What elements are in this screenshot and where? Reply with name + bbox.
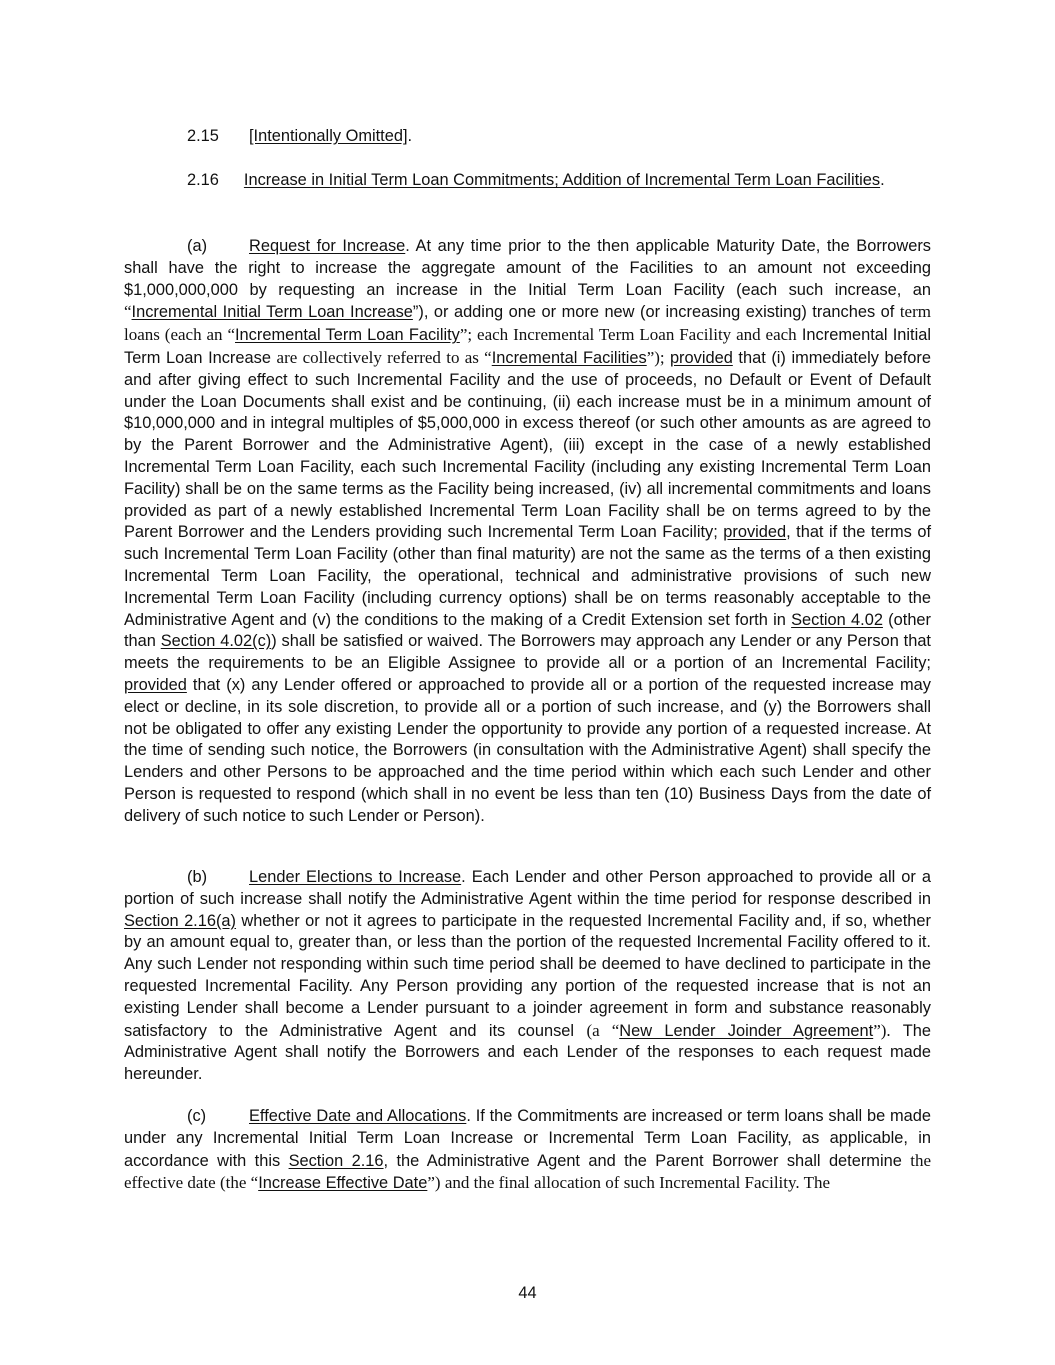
document-page — [124, 0, 931, 1365]
section-reference: Section 4.02 — [791, 610, 883, 629]
section-reference: Section 2.16(a) — [124, 911, 237, 930]
paragraph-label: (c) — [187, 1107, 207, 1125]
section-2-16-heading: 2.16 Increase in Initial Term Loan Commitments; Addition of Incremental Term Loan Facilities. — [124, 170, 931, 192]
paragraph-a: (a) Request for Increase. At any time prior to the then applicable Maturity Date, the Borrowers shall have the right to increase the aggregate amount of the Facilities to an amount not exceeding $1,000,000,000 by requesting an increase in the Initial Term Loan Facility (each such increase, an “Incremental Initial Term Loan Increase”), or adding one or more new (or increasing existing) tranches of term loans (each an “Incremental Term Loan Facility”; each Incremental Term Loan Facility and each Incremental Initial Term Loan Increase are collectively referred to as “Incremental Facilities”); provided that (i) immediately before and after giving effect to such Incremental Facility and the use of proceeds, no Default or Event of Default under the Loan Documents shall exist and be continuing, (ii) each increase must be in a minimum amount of $10,000,000 and in integral multiples of $5,000,000 in excess thereof (or such other amounts as are agreed to by the Parent Borrower and the Administrative Agent), (iii) except in the case of a newly established Incremental Term Loan Facility, each such Incremental Facility (including any existing Incremental Term Loan Facility) shall be on the same terms as the Facility being increased, (iv) all incremental commitments and loans provided as part of a newly established Incremental Term Loan Facility shall be on terms agreed to by the Parent Borrower and the Lenders providing such Incremental Term Loan Facility; provided, that if the terms of such Incremental Term Loan Facility (other than final maturity) are not the same as the terms of a then existing Incremental Term Loan Facility, the operational, technical and administrative provisions of such new Incremental Term Loan Facility (including currency options) shall be on terms reasonably acceptable to the Administrative Agent and (v) the conditions to the making of a Credit Extension set forth in Section 4.02 (other than Section 4.02(c)) shall be satisfied or waived. The Borrowers may approach any Lender or any Person that meets the requirements to be an Eligible Assignee to provide all or a portion of an Incremental Facility; provided that (x) any Lender offered or approached to provide all or a portion of the requested increase may elect or decline, in its sole discretion, to provide all or a portion of such increase, and (y) the Borrowers shall not be obligated to offer any existing Lender the opportunity to provide any portion of a requested increase. At the time of sending such notice, the Borrowers (in consultation with the Administrative Agent) shall specify the Lenders and other Persons to be approached and the time period within which each such Lender and other Person is requested to respond (which shall in no event be less than ten (10) Business Days from the date of delivery of such notice to such Lender or Person). — [124, 237, 932, 825]
defined-term: Incremental Initial Term Loan Increase — [131, 303, 413, 322]
section-number: 2.16 — [187, 171, 219, 189]
section-reference: Section 4.02(c) — [160, 632, 272, 651]
defined-term: Increase Effective Date — [258, 1174, 428, 1193]
defined-term: Incremental Term Loan Facility — [235, 326, 460, 345]
paragraph-heading: Request for Increase — [249, 237, 406, 255]
proviso: provided — [669, 348, 733, 367]
page-number: 44 — [518, 1284, 537, 1302]
paragraph-b: (b) Lender Elections to Increase. Each Lender and other Person approached to provide all or a portion of such increase shall notify the Administrative Agent within the time period for response described in Section 2.16(a) whether or not it agrees to participate in the requested Incremental Facility and, if so, whether by an amount equal to, greater than, or less than the portion of the requested Incremental Facility offered to it. Any such Lender not responding within such time period shall be deemed to have declined to participate in the requested Incremental Facility. Any Person providing any portion of the requested increase that is not an existing Lender shall become a Lender pursuant to a joinder agreement in form and substance reasonably satisfactory to the Administrative Agent and its counsel (a “New Lender Joinder Agreement”). The Administrative Agent shall notify the Borrowers and each Lender of the responses to each request made hereunder. — [124, 868, 931, 1084]
defined-term: New Lender Joinder Agreement — [619, 1021, 874, 1040]
proviso: provided — [124, 675, 187, 694]
paragraph-label: (b) — [187, 868, 208, 886]
section-2-15-heading: 2.15 [Intentionally Omitted]. — [124, 126, 931, 148]
section-number: 2.15 — [187, 127, 219, 145]
section-title: [Intentionally Omitted] — [249, 127, 408, 145]
paragraph-c: (c) Effective Date and Allocations. If the Commitments are increased or term loans shall be made under any Incremental Initial Term Loan Increase or Incremental Term Loan Facility, as applicable, in accordance with this Section 2.16, the Administrative Agent and the Parent Borrower shall determine the effective date (the “Increase Effective Date”) and the final allocation of such Incremental Facility. The — [124, 1107, 932, 1193]
proviso: provided — [723, 523, 787, 542]
paragraph-heading: Lender Elections to Increase — [249, 868, 462, 886]
section-reference: Section 2.16 — [288, 1151, 384, 1170]
paragraph-label: (a) — [187, 237, 208, 255]
paragraph-heading: Effective Date and Allocations — [249, 1107, 467, 1125]
defined-term: Incremental Facilities — [491, 348, 647, 367]
section-title: Increase in Initial Term Loan Commitments; Addition of Incremental Term Loan Facilities — [243, 171, 881, 189]
